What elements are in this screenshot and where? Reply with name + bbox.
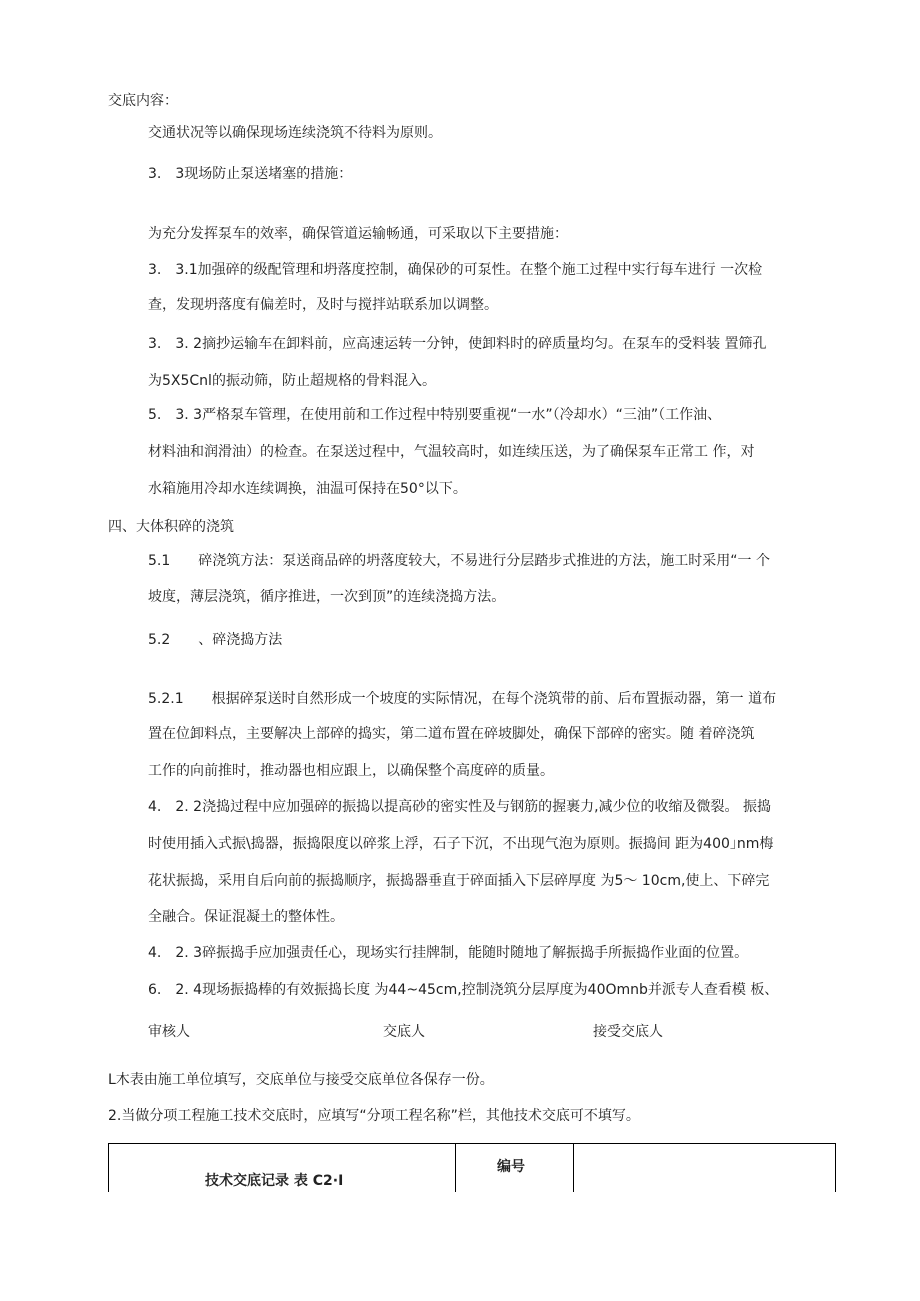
content-line: 工作的向前推时，推动器也相应跟上，以确保整个高度碎的质量。 (148, 763, 554, 779)
number-label: 编号 (497, 1159, 525, 1175)
content-line: 材料油和润滑油）的检查。在泵送过程中，气温较高时，如连续压送，为了确保泵车正常工 作，对 (148, 444, 755, 460)
content-line: 坡度，薄层浇筑，循序推进，一次到顶”的连续浇捣方法。 (148, 589, 506, 605)
content-line: 为充分发挥泵车的效率，确保管道运输畅通，可采取以下主要措施： (148, 226, 568, 242)
content-line: 3. 3. 2摘抄运输车在卸料前，应高速运转一分钟，使卸料时的碎质量均匀。在泵车的受料装 置筛孔 (148, 336, 767, 352)
content-line: 置在位卸料点，主要解决上部碎的捣实，第二道布置在碎坡脚处，确保下部碎的密实。随 着碎浇筑 (148, 726, 755, 742)
content-line: 花状振捣，采用自后向前的振捣顺序，振捣器垂直于碎面插入下层碎厚度 为5～ 10cm,使上、下碎完 (148, 873, 770, 889)
content-line: 4. 2. 3碎振捣手应加强责任心，现场实行挂牌制，能随时随地了解振捣手所振捣作业面的位置。 (148, 945, 749, 961)
reviewer-label: 审核人 (148, 1024, 190, 1040)
content-line: 6. 2. 4现场振捣棒的有效振捣长度 为44~45cm,控制浇筑分层厚度为40Omnb并派专人查看模 板、 (148, 982, 779, 998)
content-line: 5.2 、碎浇捣方法 (148, 632, 283, 648)
content-line: 5. 3. 3严格泵车管理，在使用前和工作过程中特别要重视“一水”（冷却水）“三油”（工作油、 (148, 407, 722, 423)
section-heading: 四、大体积碎的浇筑 (108, 519, 234, 535)
note-line: L木表由施工单位填写，交底单位与接受交底单位各保存一份。 (108, 1072, 494, 1088)
content-line: 时使用插入式振\捣器，振捣限度以碎浆上浮，石子下沉，不出现气泡为原则。振捣间 距为400｣nm梅 (148, 836, 774, 852)
content-line: 交通状况等以确保现场连续浇筑不待料为原则。 (148, 125, 442, 141)
content-line: 4. 2. 2浇捣过程中应加强碎的振捣以提高砂的密实性及与钢筋的握裹力,减少位的收缩及微裂。 振捣 (148, 799, 771, 815)
content-line: 查，发现坍落度有偏差时，及时与搅拌站联系加以调整。 (148, 297, 498, 313)
content-line: 5.1 碎浇筑方法：泵送商品碎的坍落度较大，不易进行分层踏步式推进的方法，施工时采用“一 个 (148, 553, 770, 569)
content-line: 5.2.1 根据碎泵送时自然形成一个坡度的实际情况，在每个浇筑带的前、后布置振动器，第一 道布 (148, 691, 777, 707)
note-line: 2.当做分项工程施工技术交底时，应填写“分项工程名称”栏，其他技术交底可不填写。 (108, 1108, 640, 1124)
receiver-label: 接受交底人 (593, 1024, 663, 1040)
content-line: 为5X5Cnl的振动筛，防止超规格的骨料混入。 (148, 373, 436, 389)
content-line: 全融合。保证混凝土的整体性。 (148, 909, 344, 925)
content-line: 3. 3.1加强碎的级配管理和坍落度控制，确保砂的可泵性。在整个施工过程中实行每车进行 一次检 (148, 262, 763, 278)
table-divider (455, 1144, 456, 1192)
record-table (108, 1143, 836, 1192)
section-header: 交底内容： (108, 93, 178, 109)
table-divider (573, 1144, 574, 1192)
content-line: 3. 3现场防止泵送堵塞的措施： (148, 166, 353, 182)
content-line: 水箱施用冷却水连续调换，油温可保持在50°以下。 (148, 481, 467, 497)
discloser-label: 交底人 (383, 1024, 425, 1040)
table-title: 技术交底记录 表 C2·I (205, 1173, 344, 1189)
